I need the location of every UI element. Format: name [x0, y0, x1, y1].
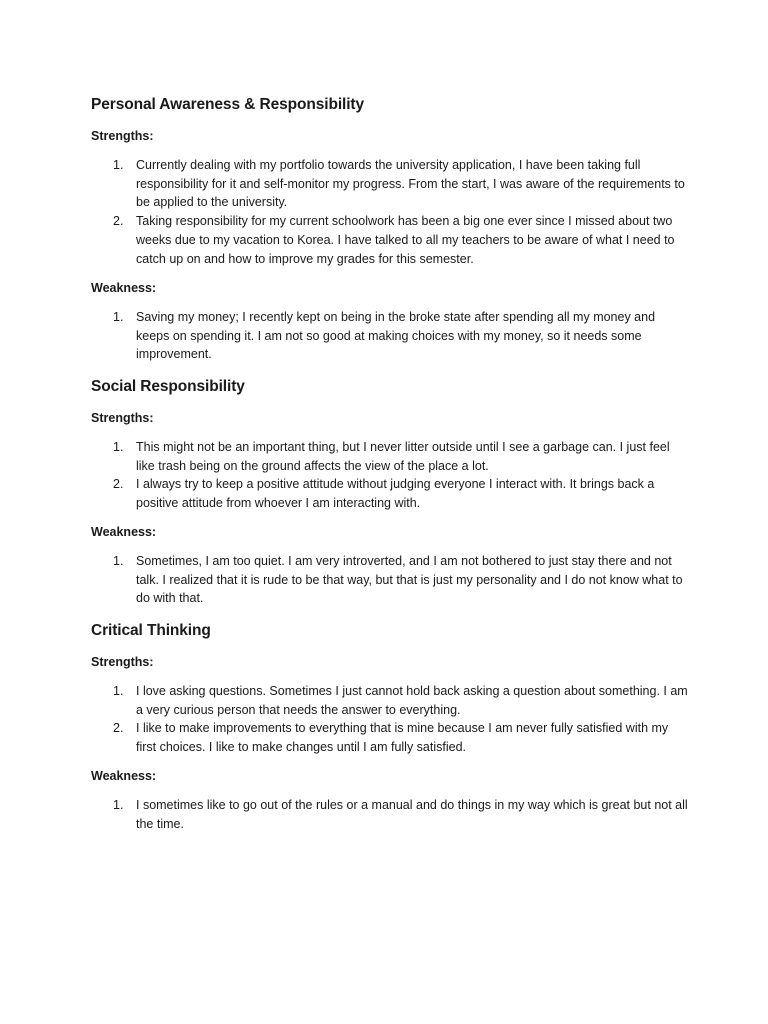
list-number: 2. — [113, 214, 124, 229]
strengths-label: Strengths: — [91, 411, 154, 425]
weakness-label: Weakness: — [91, 281, 157, 295]
weakness-list — [91, 308, 691, 364]
weakness-block — [91, 524, 691, 540]
list-number: 2. — [113, 477, 124, 492]
list-number: 1. — [113, 798, 124, 812]
strengths-label: Strengths: — [91, 655, 154, 669]
list-item-text: Saving my money; I recently kept on being in the broke state after spending all my money and keeps on spending it. I am not so good at making choices with my money, so it needs some improvement. — [136, 310, 656, 362]
section-critical-thinking — [91, 621, 691, 641]
list-number: 1. — [113, 684, 124, 698]
list-item-text: I like to make improvements to everything that is mine because I am never fully satisfied with my first choices. I like to make changes until I am fully satisfied. — [136, 721, 669, 755]
strengths-block — [91, 654, 691, 670]
list-item — [91, 475, 691, 512]
strengths-block — [91, 410, 691, 426]
list-item-text: Currently dealing with my portfolio towards the university application, I have been taking full responsibility for it and self-monitor my progress. From the start, I was aware of the requirements to be applied to the university. — [136, 158, 685, 210]
list-item — [91, 552, 691, 608]
strengths-list — [91, 682, 691, 757]
list-item-text: This might not be an important thing, but I never litter outside until I see a garbage can. I just feel like trash being on the ground affects the view of the place a lot. — [136, 440, 670, 473]
list-item-text: Taking responsibility for my current schoolwork has been a big one ever since I missed about two weeks due to my vacation to Korea. I have talked to all my teachers to be aware of what I need to catch up on and how to improve my grades for this semester. — [136, 214, 675, 266]
weakness-label: Weakness: — [91, 525, 157, 539]
list-number: 1. — [113, 440, 124, 454]
list-item — [91, 308, 691, 364]
section-personal-awareness — [91, 95, 691, 115]
list-number: 1. — [113, 158, 124, 172]
weakness-block — [91, 768, 691, 784]
list-item — [91, 438, 691, 475]
list-item — [91, 719, 691, 756]
list-item-text: Sometimes, I am too quiet. I am very introverted, and I am not bothered to just stay there and not talk. I realized that it is rude to be that way, but that is just my personality and I do not know what to do with that. — [136, 554, 683, 606]
list-item — [91, 156, 691, 212]
list-number: 1. — [113, 554, 124, 568]
weakness-list — [91, 552, 691, 608]
strengths-list — [91, 438, 691, 513]
list-item-text: I sometimes like to go out of the rules or a manual and do things in my way which is great but not all the time. — [136, 798, 688, 831]
list-item-text: I love asking questions. Sometimes I just cannot hold back asking a question about something. I am a very curious person that needs the answer to everything. — [136, 684, 688, 717]
section-heading: Social Responsibility — [91, 378, 245, 395]
weakness-block — [91, 280, 691, 296]
list-item-text: I always try to keep a positive attitude without judging everyone I interact with. It brings back a positive attitude from whoever I am interacting with. — [136, 477, 655, 511]
strengths-list — [91, 156, 691, 268]
section-heading: Personal Awareness & Responsibility — [91, 96, 365, 113]
strengths-block — [91, 128, 691, 144]
weakness-label: Weakness: — [91, 769, 157, 783]
list-number: 1. — [113, 310, 124, 324]
list-number: 2. — [113, 721, 124, 736]
weakness-list — [91, 796, 691, 833]
list-item — [91, 796, 691, 833]
strengths-label: Strengths: — [91, 129, 154, 143]
section-heading: Critical Thinking — [91, 622, 211, 639]
section-social-responsibility — [91, 377, 691, 397]
list-item — [91, 212, 691, 268]
list-item — [91, 682, 691, 719]
